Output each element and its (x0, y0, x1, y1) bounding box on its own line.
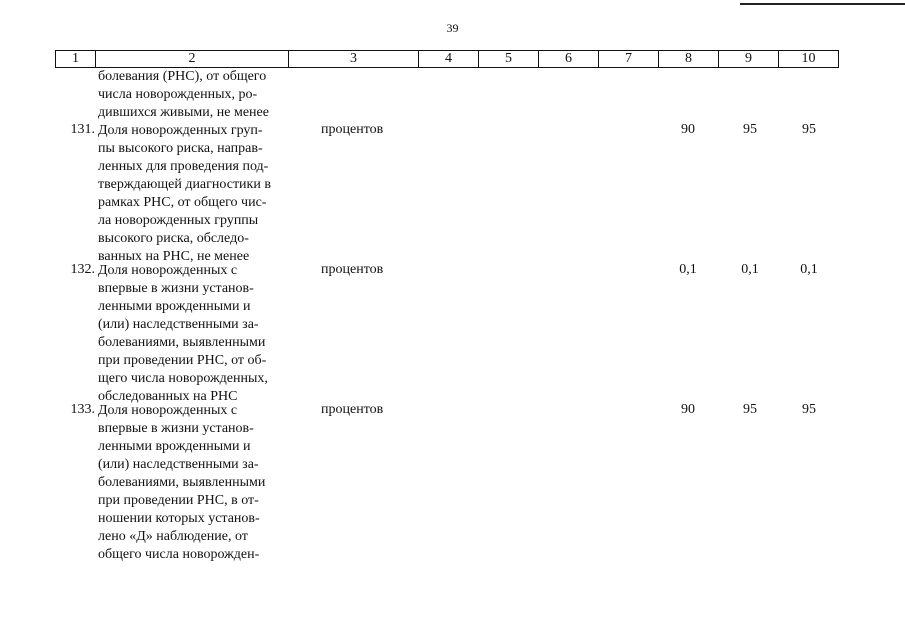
col-header-4: 4 (419, 51, 479, 68)
value-col-9: 95 (743, 402, 757, 417)
text-line: рамках РНС, от общего чис- (98, 195, 267, 210)
indicator-name (98, 262, 284, 406)
text-line: (или) наследственными за- (98, 457, 259, 472)
text-line: лено «Д» наблюдение, от (98, 529, 248, 544)
value-col-10: 0,1 (800, 262, 818, 277)
value-col-8: 0,1 (679, 262, 697, 277)
text-line: болевания (РНС), от общего (98, 69, 267, 84)
text-line: ношении которых установ- (98, 511, 260, 526)
text-line: обследованных на РНС (98, 389, 238, 404)
col-header-10: 10 (779, 51, 839, 68)
text-line: болеваниями, выявленными (98, 335, 266, 350)
col-header-1: 1 (56, 51, 96, 68)
col-header-8: 8 (659, 51, 719, 68)
col-header-3: 3 (289, 51, 419, 68)
value-col-8: 90 (681, 402, 695, 417)
value-col-8: 90 (681, 122, 695, 137)
unit-cell: процентов (321, 262, 384, 277)
text-line: ванных на РНС, не менее (98, 249, 250, 264)
text-line: впервые в жизни установ- (98, 281, 254, 296)
text-line: Доля новорожденных с (98, 263, 238, 278)
value-col-9: 95 (743, 122, 757, 137)
text-line: числа новорожденных, ро- (98, 87, 258, 102)
unit-cell: процентов (321, 122, 384, 137)
indicator-name (98, 402, 284, 564)
text-line: Доля новорожденных груп- (98, 123, 263, 138)
row-number: 131. (70, 122, 95, 137)
col-header-5: 5 (479, 51, 539, 68)
text-line: пы высокого риска, направ- (98, 141, 263, 156)
text-line: при проведении РНС, от об- (98, 353, 267, 368)
col-header-9: 9 (719, 51, 779, 68)
col-header-7: 7 (599, 51, 659, 68)
text-line: дившихся живыми, не менее (98, 105, 269, 120)
text-line: ленными врожденными и (98, 299, 251, 314)
value-col-10: 95 (802, 122, 816, 137)
text-line: при проведении РНС, в от- (98, 493, 259, 508)
header-row (56, 51, 839, 68)
row-number: 132. (70, 262, 95, 277)
text-line: впервые в жизни установ- (98, 421, 254, 436)
text-line: высокого риска, обследо- (98, 231, 249, 246)
continuation-text (98, 68, 284, 122)
value-col-9: 0,1 (741, 262, 759, 277)
text-line: болеваниями, выявленными (98, 475, 266, 490)
col-header-2: 2 (96, 51, 289, 68)
col-header-6: 6 (539, 51, 599, 68)
unit-cell: процентов (321, 402, 384, 417)
text-line: общего числа новорожден- (98, 547, 260, 562)
text-line: ла новорожденных группы (98, 213, 259, 228)
indicator-name (98, 122, 284, 266)
text-line: ленными врожденными и (98, 439, 251, 454)
text-line: (или) наследственными за- (98, 317, 259, 332)
row-number: 133. (70, 402, 95, 417)
value-col-10: 95 (802, 402, 816, 417)
text-line: Доля новорожденных с (98, 403, 238, 418)
page-number: 39 (446, 21, 459, 35)
top-edge-rule (740, 3, 905, 5)
text-line: щего числа новорожденных, (98, 371, 268, 386)
text-line: ленных для проведения под- (98, 159, 269, 174)
column-header-table (55, 50, 839, 68)
text-line: тверждающей диагностики в (98, 177, 271, 192)
